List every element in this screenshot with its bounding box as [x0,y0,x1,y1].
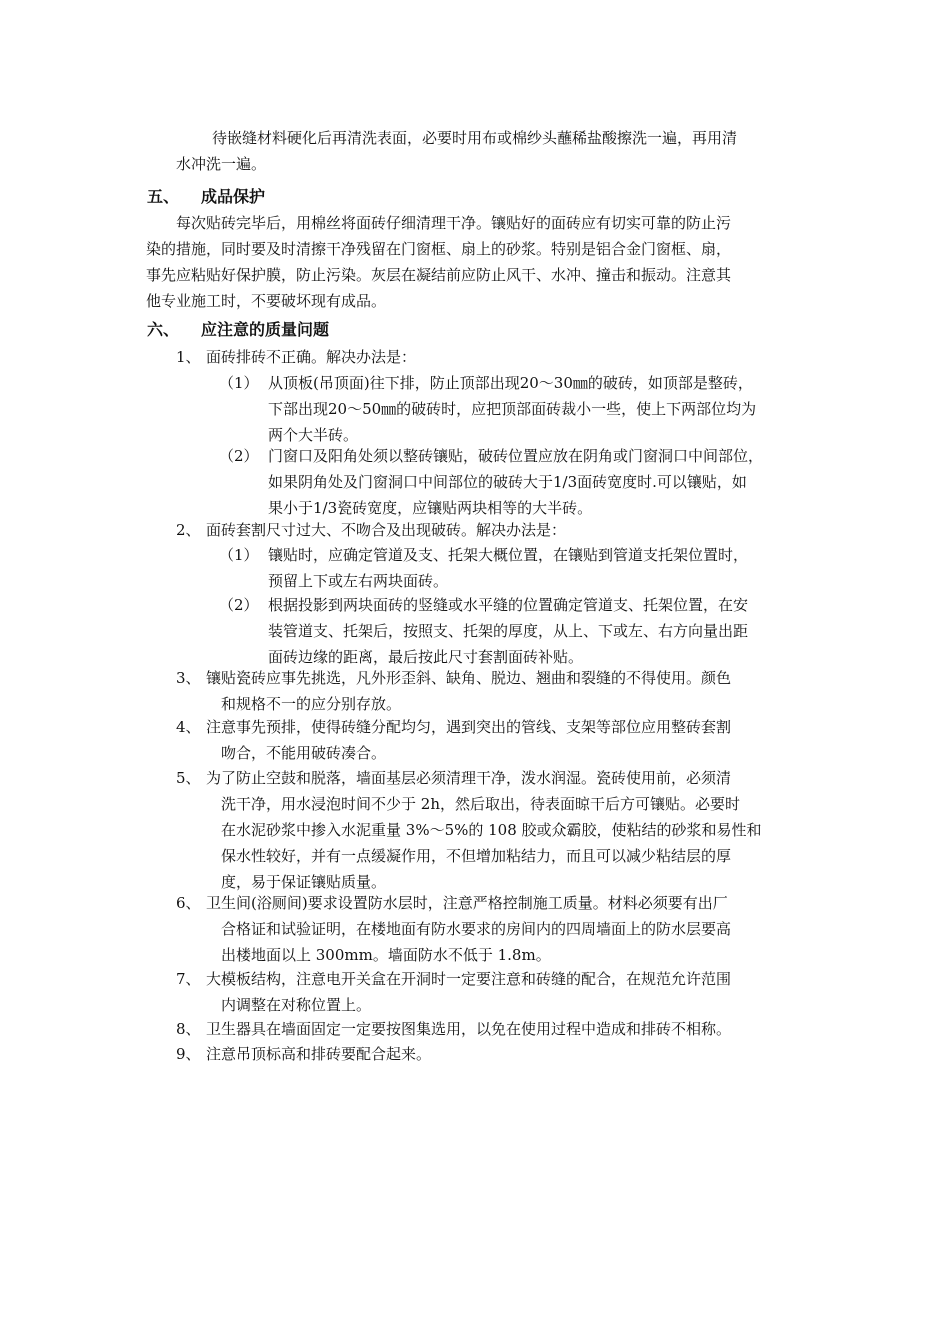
item-number: 6、 [176,894,201,912]
list-item [176,765,806,895]
item-text: 卫生器具在墙面固定一定要按图集选用，以免在使用过程中造成和排砖不相称。 [206,1020,732,1038]
list-item [176,344,806,370]
sub-item-text [268,370,821,448]
item-text: 为了防止空鼓和脱落，墙面基层必须清理干净，泼水润湿。瓷砖使用前，必须清 [206,769,732,787]
sub-item-line: 镶贴时，应确定管道及支、托架大概位置，在镶贴到管道支托架位置时， [268,546,749,564]
sub-item-line: 如果阴角处及门窗洞口中间部位的破砖大于1/3面砖宽度时.可以镶贴，如 [268,473,747,491]
list-item [176,665,806,717]
sub-item-number: （1） [219,374,259,392]
section-title: 应注意的质量问题 [201,320,330,339]
item-text: 吻合，不能用破砖凑合。 [221,744,387,762]
item-text: 注意事先预排，使得砖缝分配均匀，遇到突出的管线、支架等部位应用整砖套割 [206,718,732,736]
paragraph-line: 他专业施工时，不要破坏现有成品。 [146,292,387,310]
item-text: 度，易于保证镶贴质量。 [221,873,387,891]
item-text: 在水泥砂浆中掺入水泥重量 3%～5%的 108 胶或众霸胶，使粘结的砂浆和易性和 [221,821,762,839]
list-item [176,714,806,766]
item-text: 大模板结构，注意电开关盒在开洞时一定要注意和砖缝的配合，在规范允许范围 [206,970,732,988]
section-heading-6 [147,317,329,343]
sub-list-item [219,370,821,448]
item-text: 面砖套割尺寸过大、不吻合及出现破砖。解决办法是： [206,521,567,539]
item-text: 内调整在对称位置上。 [221,996,372,1014]
sub-item-number: （2） [219,596,259,614]
item-text: 镶贴瓷砖应事先挑选，凡外形歪斜、缺角、脱边、翘曲和裂缝的不得使用。颜色 [206,669,732,687]
list-item [176,517,806,543]
sub-item-text [268,542,821,594]
item-number: 5、 [176,769,201,787]
paragraph-line: 待嵌缝材料硬化后再清洗表面，必要时用布或棉纱头蘸稀盐酸擦洗一遍，再用清 [212,129,738,147]
item-number: 8、 [176,1020,201,1038]
section-heading-5 [147,184,265,210]
list-item [176,966,806,1018]
sub-list-item [219,443,821,521]
item-text: 面砖排砖不正确。解决办法是： [206,348,417,366]
list-item [176,890,806,968]
item-text: 和规格不一的应分别存放。 [221,695,402,713]
sub-item-line: 面砖边缘的距离，最后按此尺寸套割面砖补贴。 [268,648,584,666]
sub-item-line: 根据投影到两块面砖的竖缝或水平缝的位置确定管道支、托架位置，在安 [268,596,749,614]
section-number: 六、 [147,320,180,339]
sub-item-number: （2） [219,447,259,465]
section-number: 五、 [147,187,180,206]
item-number: 4、 [176,718,201,736]
item-text: 洗干净，用水浸泡时间不少于 2h，然后取出，待表面晾干后方可镶贴。必要时 [221,795,740,813]
paragraph-line: 水冲洗一遍。 [176,155,267,173]
item-number: 1、 [176,348,201,366]
sub-list-item [219,542,821,594]
sub-item-text [268,592,821,670]
item-text: 卫生间(浴厕间)要求设置防水层时，注意严格控制施工质量。材料必须要有出厂 [206,894,728,912]
sub-item-line: 下部出现20～50㎜的破砖时，应把顶部面砖裁小一些，使上下两部位均为 [268,400,757,418]
list-item [176,1016,806,1042]
sub-item-text [268,443,821,521]
section5-paragraph [146,210,810,314]
sub-item-number: （1） [219,546,259,564]
paragraph-line: 染的措施，同时要及时清擦干净残留在门窗框、扇上的砂浆。特别是铝合金门窗框、扇， [146,240,732,258]
paragraph-line: 事先应粘贴好保护膜，防止污染。灰层在凝结前应防止风干、水冲、撞击和振动。注意其 [146,266,732,284]
sub-item-line: 果小于1/3瓷砖宽度，应镶贴两块相等的大半砖。 [268,499,593,517]
item-number: 7、 [176,970,201,988]
intro-paragraph [176,125,810,177]
sub-item-line: 两个大半砖。 [268,426,359,444]
item-text: 合格证和试验证明，在楼地面有防水要求的房间内的四周墙面上的防水层要高 [221,920,732,938]
sub-item-line: 装管道支、托架后，按照支、托架的厚度，从上、下或左、右方向量出距 [268,622,749,640]
sub-item-line: 门窗口及阳角处须以整砖镶贴，破砖位置应放在阴角或门窗洞口中间部位， [268,447,764,465]
list-item [176,1041,806,1067]
sub-list-item [219,592,821,670]
item-number: 2、 [176,521,201,539]
item-number: 9、 [176,1045,201,1063]
paragraph-line: 每次贴砖完毕后，用棉丝将面砖仔细清理干净。镶贴好的面砖应有切实可靠的防止污 [176,214,732,232]
item-text: 注意吊顶标高和排砖要配合起来。 [206,1045,432,1063]
item-text: 保水性较好，并有一点缓凝作用，不但增加粘结力，而且可以减少粘结层的厚 [221,847,732,865]
item-number: 3、 [176,669,201,687]
section-title: 成品保护 [201,187,266,206]
sub-item-line: 从顶板(吊顶面)往下排，防止顶部出现20～30㎜的破砖，如顶部是整砖， [268,374,753,392]
sub-item-line: 预留上下或左右两块面砖。 [268,572,449,590]
item-text: 出楼地面以上 300mm。墙面防水不低于 1.8m。 [221,946,551,964]
